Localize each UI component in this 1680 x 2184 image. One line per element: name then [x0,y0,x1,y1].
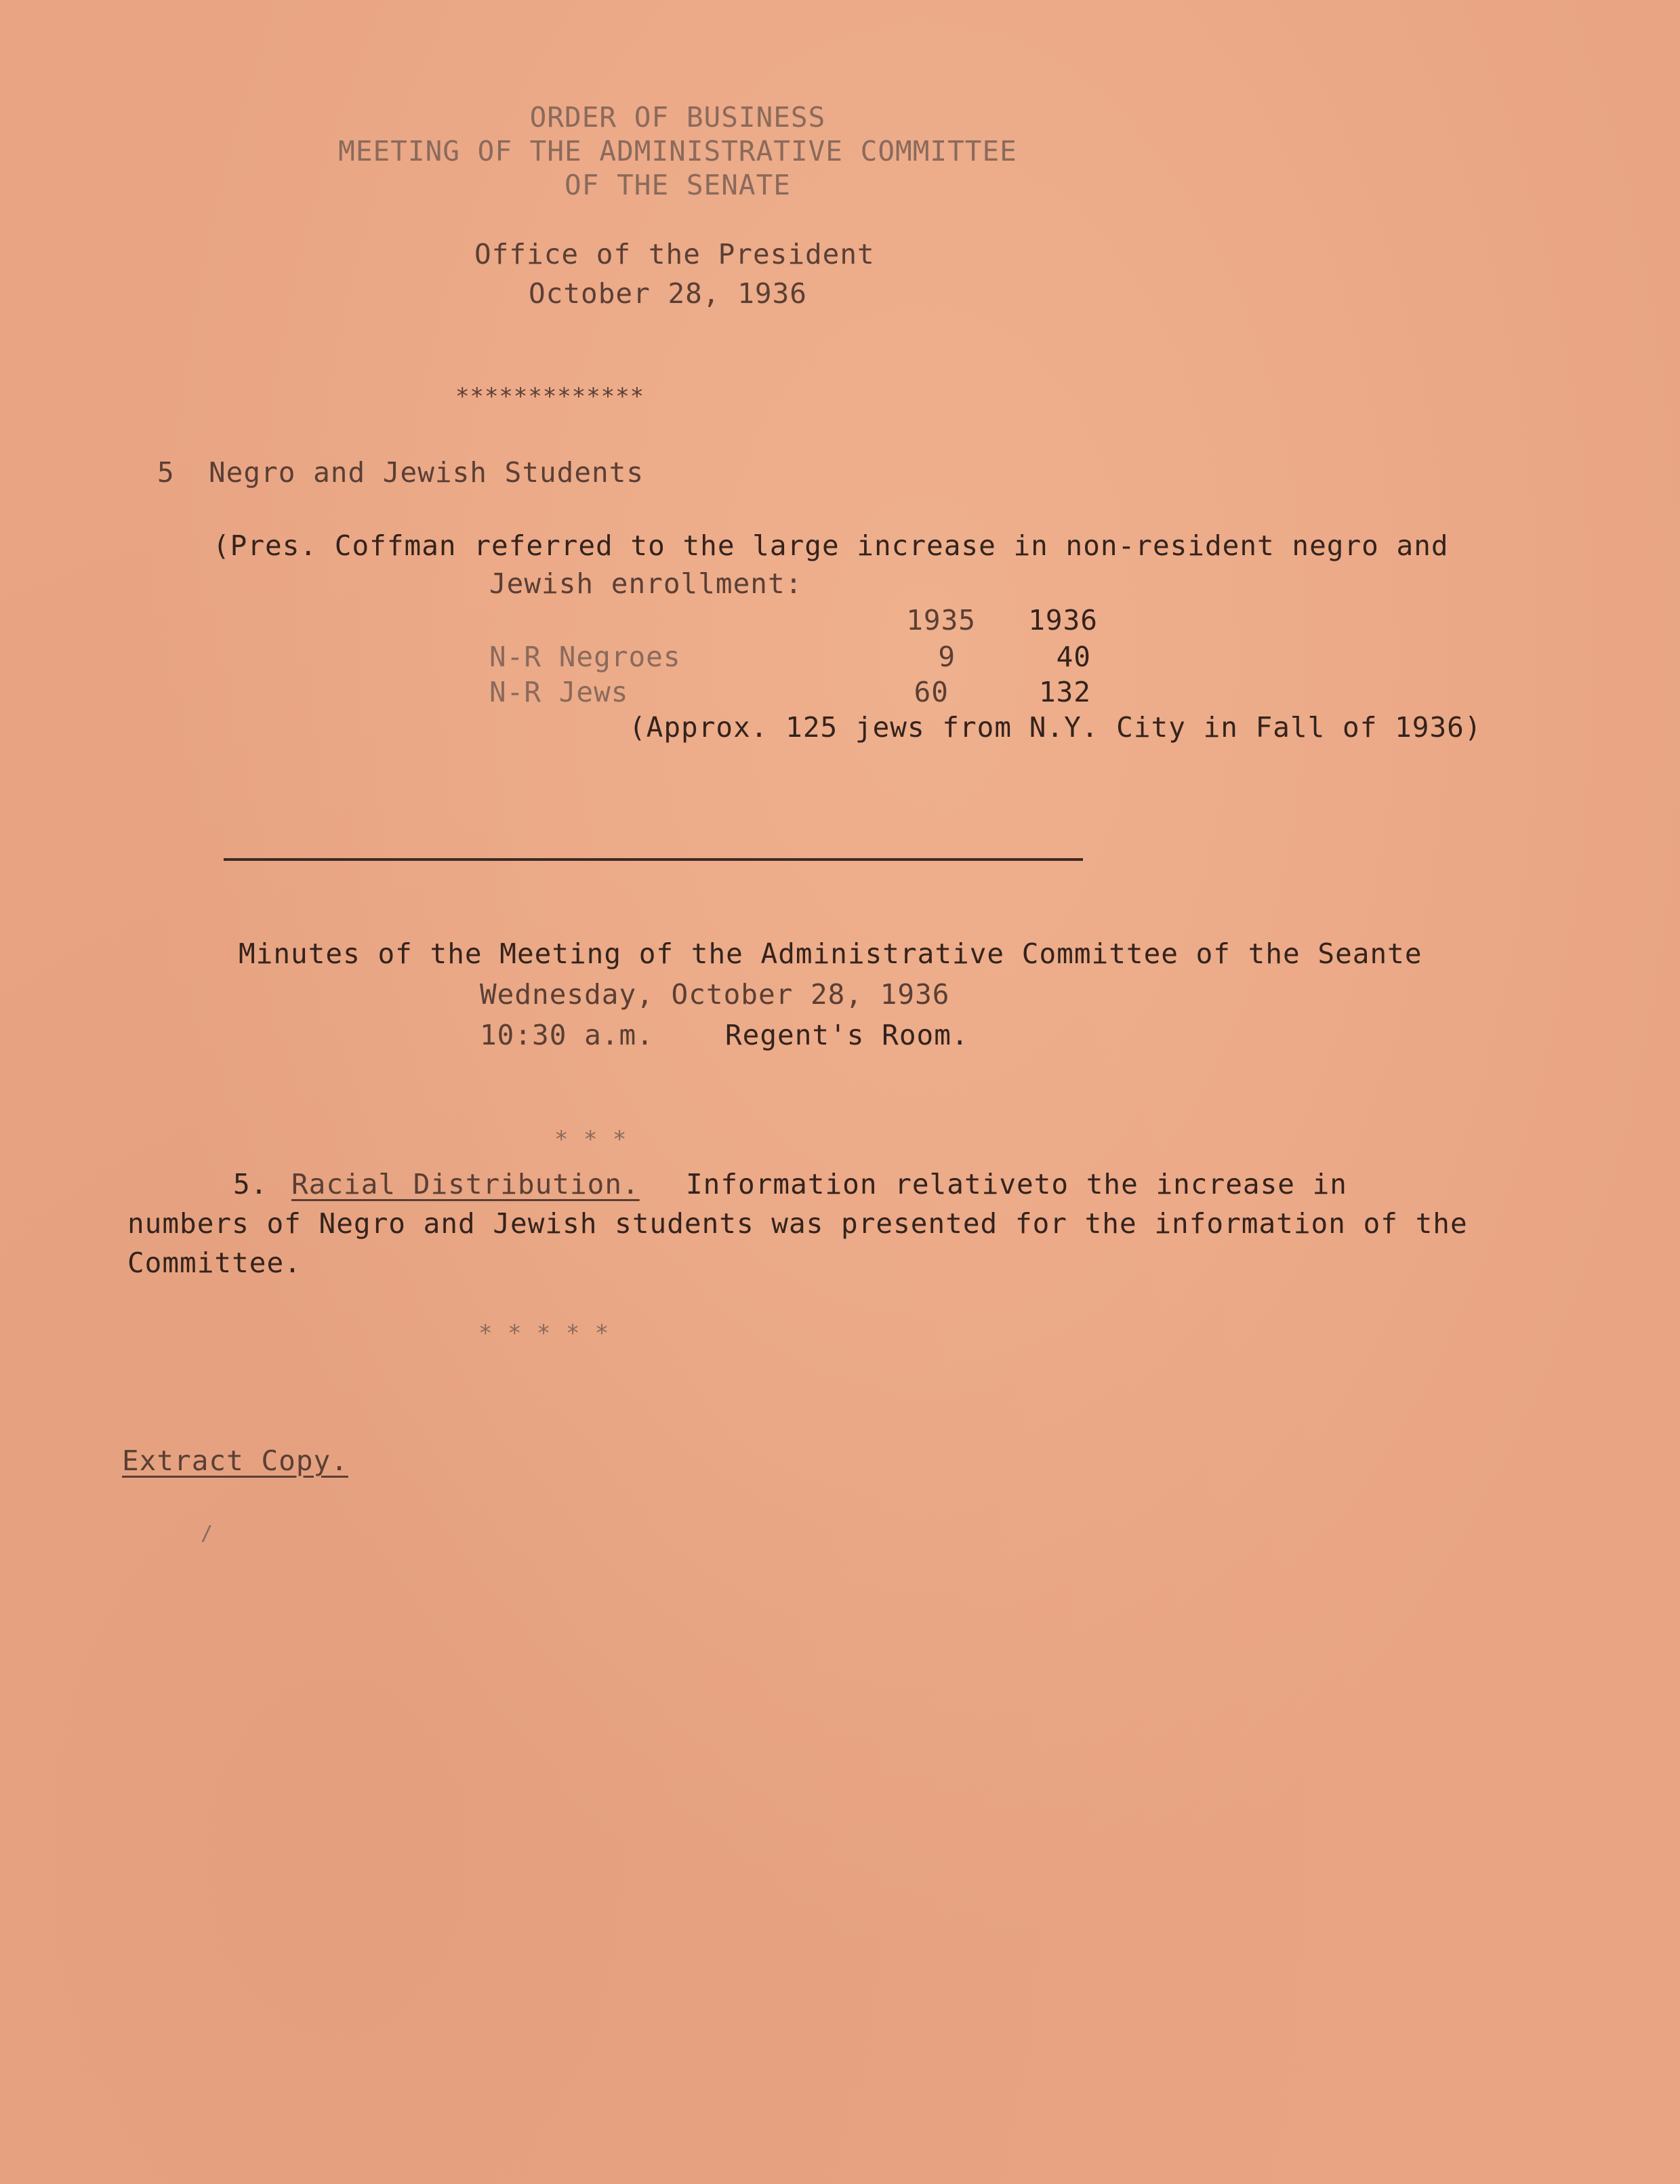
minutes-date: Wednesday, October 28, 1936 [480,978,950,1011]
item-text-line-2: Jewish enrollment: [489,567,803,600]
table-row-label: N-R Negroes [489,641,681,673]
minutes-room: Regent's Room. [725,1019,969,1051]
item-title: Negro and Jewish Students [209,456,644,489]
header-office: Office of the President [474,238,875,270]
table-row-label: N-R Jews [489,676,629,708]
minutes-time: 10:30 a.m. [480,1019,654,1051]
minutes-text-line-1: Information relativeto the increase in [686,1168,1347,1200]
header-separator: ************* [455,383,645,410]
minutes-separator-1: * * * [554,1126,628,1153]
table-header-1936: 1936 [1028,604,1098,636]
minutes-title: Minutes of the Meeting of the Administrative Committee of the Seante [239,937,1422,970]
item-number: 5 [157,456,175,489]
section-divider [224,858,1083,861]
header-date: October 28, 1936 [529,277,807,310]
pencil-mark: / [201,1522,214,1545]
enrollment-note: (Approx. 125 jews from N.Y. City in Fall of 1936) [629,711,1482,744]
table-cell: 40 [1056,641,1091,673]
header-meeting-title: MEETING OF THE ADMINISTRATIVE COMMITTEE [338,135,1017,167]
minutes-separator-2: * * * * * [478,1320,610,1347]
header-order-of-business: ORDER OF BUSINESS [529,101,826,134]
table-cell: 9 [938,641,956,673]
table-header-1935: 1935 [906,604,976,636]
minutes-text-line-3: Committee. [127,1247,302,1279]
item-text-line-1: (Pres. Coffman referred to the large increase in non-resident negro and [213,529,1449,562]
table-cell: 60 [914,676,949,708]
extract-copy-label: Extract Copy. [122,1444,348,1477]
minutes-item-number: 5. [233,1168,268,1200]
minutes-text-line-2: numbers of Negro and Jewish students was presented for the information of the [127,1207,1468,1240]
table-cell: 132 [1038,676,1091,708]
minutes-item-title: Racial Distribution. [291,1168,640,1200]
header-of-the-senate: OF THE SENATE [565,169,791,201]
